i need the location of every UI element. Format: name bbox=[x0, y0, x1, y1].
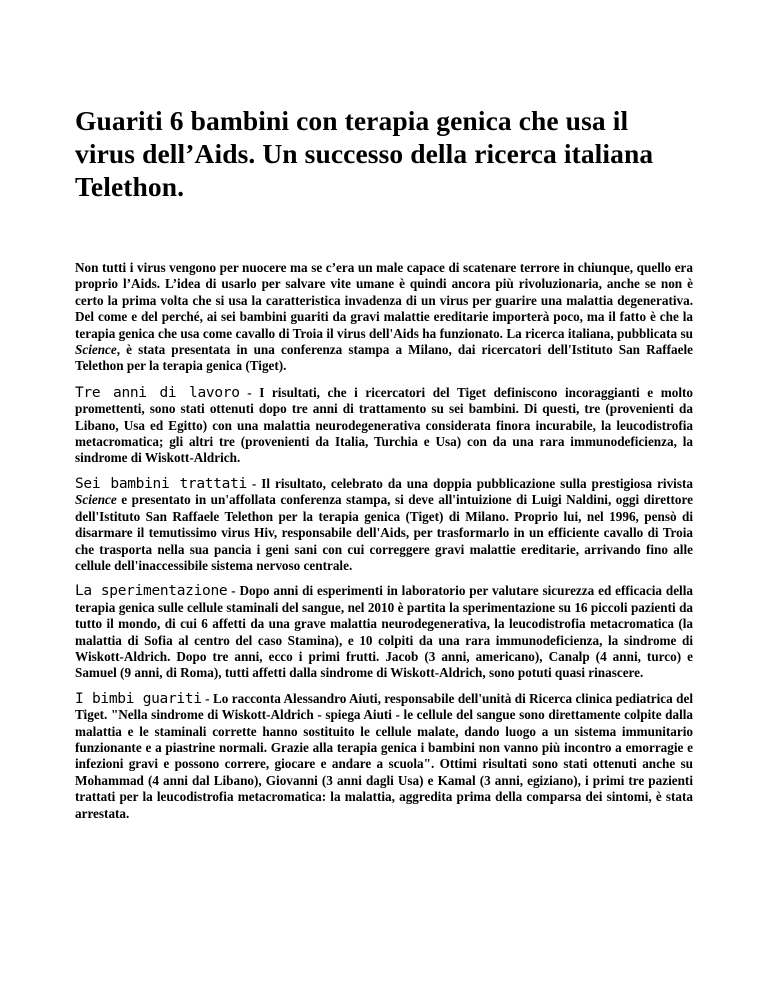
intro-paragraph bbox=[75, 260, 693, 375]
section-bimbi-guariti bbox=[75, 691, 693, 822]
article bbox=[75, 104, 693, 831]
section-text-end: e presentato in un'affollata conferenza stampa, si deve all'intuizione di Luigi Naldini, oggi direttore dell'Istituto San Raffaele Telethon per la terapia genica (Tiget) di Milano. Proprio lui, nel 1996, pensò di disarmare il temutissimo virus Hiv, responsabile dell'Aids, per trasformarlo in un efficiente cavallo di Troia che trasporta nella sua pancia i geni sani con cui correggere gravi malattie ereditarie, arrivando fino alle cellule dell'inaccessibile sistema nervoso centrale. bbox=[75, 492, 693, 573]
section-text: Lo racconta Alessandro Aiuti, responsabile dell'unità di Ricerca clinica pediatrica del Tiget. "Nella sindrome di Wiskott-Aldrich - spiega Aiuti - le cellule del sangue sono direttamente colpite dalla malattia e le staminali corrette hanno sostituito le cellule malate, dando luogo a un sistema immunitario funzionante e a piastrine normali. Grazie alla terapia genica i bambini non vanno più incontro a emorragie e infezioni gravi e possono correre, giocare e andare a scuola". Ottimi risultati sono stati ottenuti anche su Mohammad (4 anni dal Libano), Giovanni (3 anni dagli Usa) e Kamal (3 anni, egiziano), i primi tre pazienti trattati per la leucodistrofia metacromatica: la malattia, aggredita prima della comparsa dei sintomi, è stata arrestata. bbox=[75, 690, 693, 821]
intro-text-end: , è stata presentata in una conferenza stampa a Milano, dai ricercatori dell'Istituto San Raffaele Telethon per la terapia genica (Tiget). bbox=[75, 342, 693, 374]
section-title: Tre anni di lavoro bbox=[75, 384, 240, 401]
section-text: Dopo anni di esperimenti in laboratorio per valutare sicurezza ed efficacia della terapia genica sulle cellule staminali del sangue, nel 2010 è partita la sperimentazione su 16 piccoli pazienti da tutto il mondo, di cui 6 affetti da una grave malattia neurodegenerativa, la leucodistrofia metacromatica (la malattia di Sofia al centro del caso Stamina), e 10 colpiti da una rara immunodeficienza, la sindrome di Wiskott-Aldrich. Dopo tre anni, ecco i primi frutti. Jacob (3 anni, americano), Canalp (4 anni, turco) e Samuel (9 anni, di Roma), tutti affetti dalla sindrome di Wiskott-Aldrich, sono potuti quasi rinascere. bbox=[75, 583, 693, 681]
section-title: Sei bambini trattati bbox=[75, 475, 247, 492]
section-dash: - bbox=[227, 583, 240, 599]
section-text: I risultati, che i ricercatori del Tiget definiscono incoraggianti e molto promettenti, sono stati ottenuti dopo tre anni di trattamento su sei bambini. Di questi, tre (provenienti da Libano, Usa ed Egitto) con una malattia neurodegenerativa considerata finora incurabile, la leucodistrofia metacromatica; gli altri tre (provenienti da Italia, Turchia e Usa) con da una rara immunodeficienza, la sindrome di Wiskott-Aldrich. bbox=[75, 384, 693, 466]
section-title: La sperimentazione bbox=[75, 583, 228, 600]
section-text-start: Il risultato, celebrato da una doppia pubblicazione sulla prestigiosa rivista bbox=[261, 475, 693, 491]
section-title: I bimbi guariti bbox=[75, 690, 202, 707]
journal-name: Science bbox=[75, 342, 117, 358]
intro-text-start: Non tutti i virus vengono per nuocere ma se c’era un male capace di scatenare terrore in chiunque, quello era proprio l’Aids. L’idea di usarlo per salvare vite umane è quindi ancora più rivoluzionaria, anche se non è certo la prima volta che si usa la caratteristica invadenza di un virus per guarire una malattia degenerativa. Del come e del perché, ai sei bambini guariti da gravi malattie ereditarie importerà poco, ma il fatto è che la terapia genica che usa come cavallo di Troia il virus dell'Aids ha funzionato. La ricerca italiana, pubblicata su bbox=[75, 260, 693, 341]
section-tre-anni bbox=[75, 385, 693, 467]
section-dash: - bbox=[246, 475, 262, 491]
section-sei-bambini bbox=[75, 476, 693, 574]
journal-name: Science bbox=[75, 492, 117, 508]
article-title: Guariti 6 bambini con terapia genica che usa il virus dell’Aids. Un successo della ricerca italiana Telethon. bbox=[75, 105, 654, 202]
section-dash: - bbox=[239, 384, 260, 400]
section-dash: - bbox=[201, 690, 213, 706]
section-sperimentazione bbox=[75, 583, 693, 681]
